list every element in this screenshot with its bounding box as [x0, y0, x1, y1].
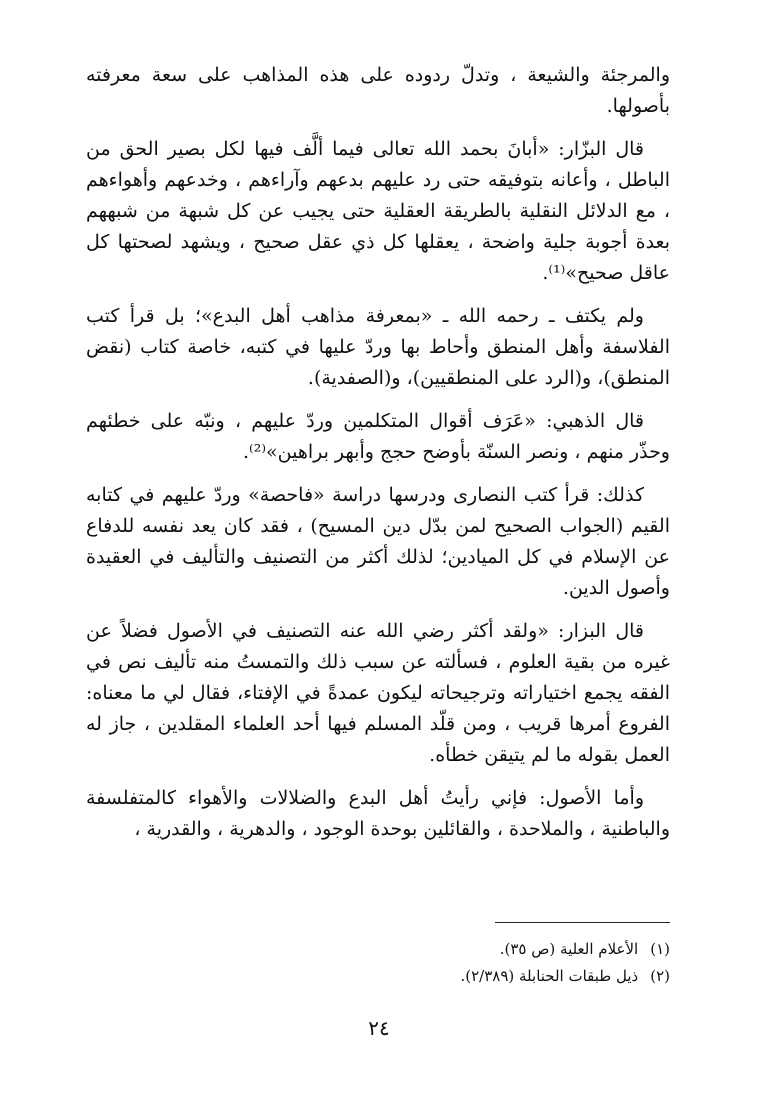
paragraph-3: ولم يكتف ـ رحمه الله ـ «بمعرفة مذاهب أهل البدع»؛ بل قرأ كتب الفلاسفة وأهل المنطق وأحاط بها وردّ عليها في كتبه، خاصة كتاب (نقض المنطق)، و(الرد على المنطقيين)، و(الصفدية). — [86, 305, 670, 389]
footnote-1 — [86, 936, 670, 963]
footnote-separator — [495, 922, 670, 923]
footnote-number: (١) — [650, 940, 670, 958]
footnote-text: الأعلام العلية (ص ٣٥). — [499, 940, 639, 958]
footnotes — [86, 936, 670, 990]
main-text — [86, 60, 670, 857]
paragraph-4: قال الذهبي: «عَرَف أقوال المتكلمين وردّ عليهم ، ونبّه على خطئهم وحذّر منهم ، ونصر السنّة بأوضح حجج وأبهر براهين»⁽²⁾. — [86, 410, 670, 463]
footnote-number: (٢) — [650, 967, 670, 985]
paragraph-7: وأما الأصول: فإني رأيتُ أهل البدع والضلالات والأهواء كالمتفلسفة والباطنية ، والملاحدة ، والقائلين بوحدة الوجود ، والدهرية ، والقدرية ، — [86, 787, 670, 840]
paragraph-2: قال البزّار: «أبانَ بحمد الله تعالى فيما ألَّف فيها لكل بصير الحق من الباطل ، وأعانه بتوفيقه حتى رد عليهم بدعهم وآراءهم ، وخدعهم وأهواءهم ، مع الدلائل النقلية بالطريقة العقلية حتى يجيب عن كل شبهة من شبههم بعدة أجوبة جلية واضحة ، يعقلها كل ذي عقل صحيح ، ويشهد لصحتها كل عاقل صحيح»⁽¹⁾. — [86, 138, 670, 284]
paragraph-1: والمرجئة والشيعة ، وتدلّ ردوده على هذه المذاهب على سعة معرفته بأصولها. — [86, 64, 670, 117]
paragraph-6: قال البزار: «ولقد أكثر رضي الله عنه التصنيف في الأصول فضلاً عن غيره من بقية العلوم ، فسألته عن سبب ذلك والتمستُ منه تأليف نص في الفقه يجمع اختياراته وترجيحاته ليكون عمدةً في الإفتاء، فقال لي ما معناه: الفروع أمرها قريب ، ومن قلّد المسلم فيها أحد العلماء المقلدين ، جاز له العمل بقوله ما لم يتيقن خطأه. — [86, 620, 670, 766]
page-number: ٢٤ — [368, 1016, 390, 1040]
paragraph-5: كذلك: قرأ كتب النصارى ودرسها دراسة «فاحصة» وردّ عليهم في كتابه القيم (الجواب الصحيح لمن بدّل دين المسيح) ، فقد كان يعد نفسه للدفاع عن الإسلام في كل الميادين؛ لذلك أكثر من التصنيف والتأليف في العقيدة وأصول الدين. — [86, 484, 670, 599]
footnote-2 — [86, 963, 670, 990]
footnote-text: ذيل طبقات الحنابلة (٢/٣٨٩). — [460, 967, 639, 985]
